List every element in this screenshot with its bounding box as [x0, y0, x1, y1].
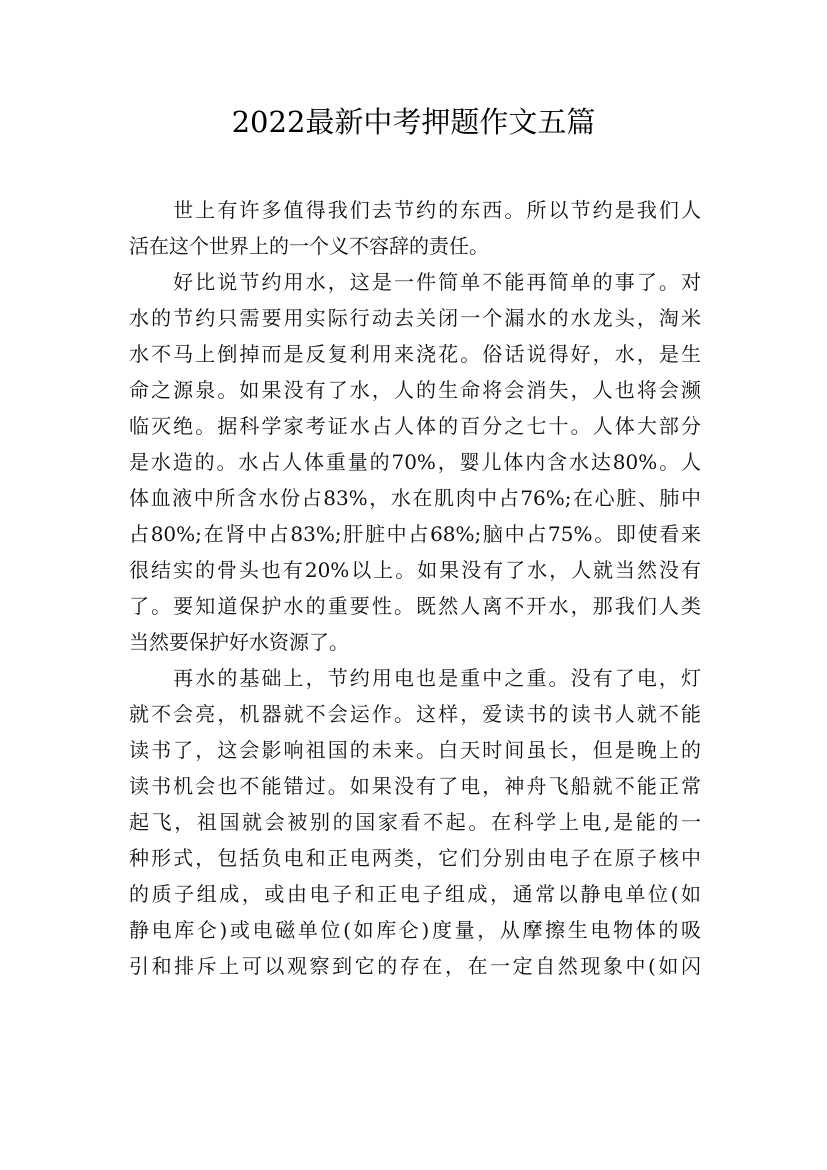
text-line: 了。要知道保护水的重要性。既然人离不开水，那我们人类 [129, 594, 701, 618]
text-line: 静电库仑)或电磁单位(如库仑)度量，从摩擦生电物体的吸 [129, 918, 701, 942]
text-line: 体血液中所含水份占83%，水在肌肉中占76%;在心脏、肺中 [129, 486, 701, 510]
text-line: 是水造的。水占人体重量的70%，婴儿体内含水达80%。人 [129, 450, 701, 474]
text-line: 的质子组成，或由电子和正电子组成，通常以静电单位(如 [129, 882, 701, 906]
text-line: 占80%;在肾中占83%;肝脏中占68%;脑中占75%。即使看来 [129, 522, 701, 546]
text-line: 读书了，这会影响祖国的未来。白天时间虽长，但是晚上的 [129, 738, 701, 762]
text-line: 当然要保护好水资源了。 [129, 630, 349, 654]
text-line: 水不马上倒掉而是反复利用来浇花。俗话说得好，水，是生 [129, 342, 701, 366]
text-line: 临灭绝。据科学家考证水占人体的百分之七十。人体大部分 [129, 414, 701, 438]
text-line: 读书机会也不能错过。如果没有了电，神舟飞船就不能正常 [129, 774, 701, 798]
text-line: 很结实的骨头也有20%以上。如果没有了水，人就当然没有 [129, 558, 701, 582]
text-line: 起飞，祖国就会被别的国家看不起。在科学上电,是能的一 [129, 810, 701, 834]
text-line: 水的节约只需要用实际行动去关闭一个漏水的水龙头，淘米 [129, 306, 701, 330]
text-line: 好比说节约用水，这是一件简单不能再简单的事了。对 [129, 270, 701, 294]
document-title: 2022最新中考押题作文五篇 [231, 105, 596, 139]
text-line: 种形式，包括负电和正电两类，它们分别由电子在原子核中 [129, 846, 701, 870]
document-body [129, 192, 701, 984]
text-line: 命之源泉。如果没有了水，人的生命将会消失，人也将会濒 [129, 378, 701, 402]
text-line: 就不会亮，机器就不会运作。这样，爱读书的读书人就不能 [129, 702, 701, 726]
text-line: 世上有许多值得我们去节约的东西。所以节约是我们人 [129, 198, 701, 222]
text-line: 活在这个世界上的一个义不容辞的责任。 [129, 234, 489, 258]
text-line: 再水的基础上，节约用电也是重中之重。没有了电，灯 [129, 666, 701, 690]
text-line: 引和排斥上可以观察到它的存在，在一定自然现象中(如闪 [129, 954, 701, 978]
